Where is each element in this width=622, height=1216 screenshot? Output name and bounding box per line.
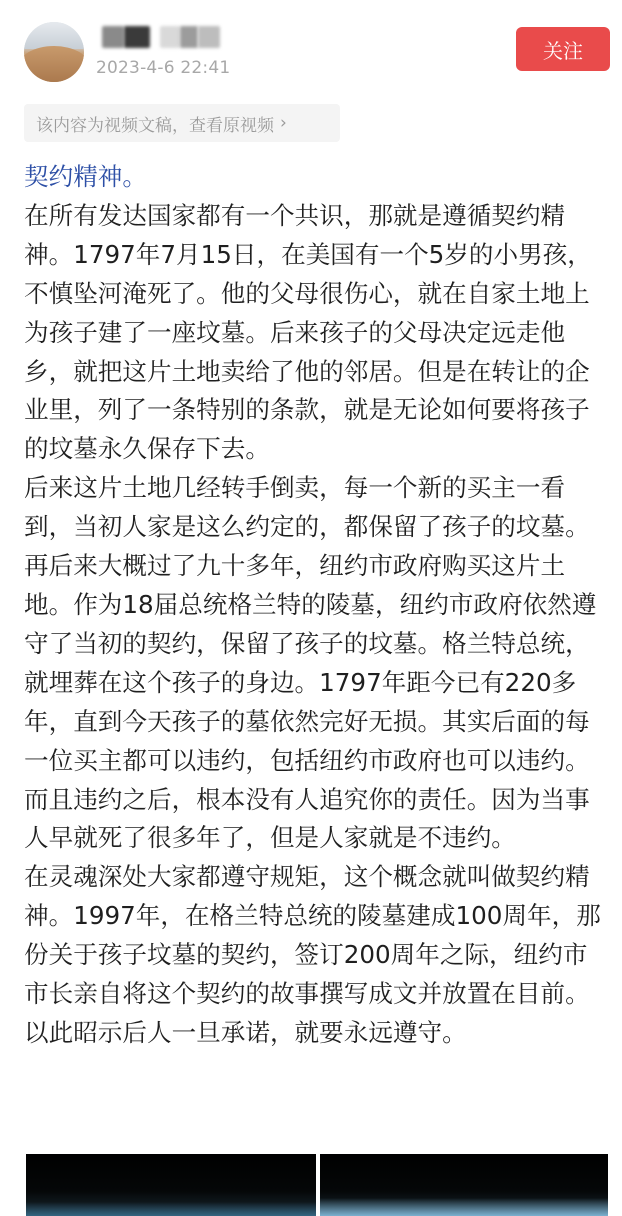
thumbnail-horizon [26,1202,316,1216]
redaction-block [124,26,150,48]
redaction-block [198,26,220,48]
article-title[interactable]: 契约精神。 [24,162,147,191]
article-paragraph: 后来这片土地几经转手倒卖，每一个新的买主一看到，当初人家是这么约定的，都保留了孩子的坟墓。再后来大概过了九十多年，纽约市政府购买这片土地。作为18届总统格兰特的陵墓，纽约市政府依然遵守了当初的契约，保留了孩子的坟墓。格兰特总统，就埋葬在这个孩子的身边。1797年距今已有220多年，直到今天孩子的墓依然完好无损。其实后面的每一位买主都可以违约，包括纽约市政府也可以违约。而且违约之后，根本没有人追究你的责任。因为当事人早就死了很多年了，但是人家就是不违约。 [24,473,597,853]
video-note-text: 该内容为视频文稿，查看原视频 [36,115,274,136]
article-paragraph: 在灵魂深处大家都遵守规矩，这个概念就叫做契约精神。1997年，在格兰特总统的陵墓建成100周年，那份关于孩子坟墓的契约，签订200周年之际，纽约市市长亲自将这个契约的故事撰写成文并放置在目前。以此昭示后人一旦承诺，就要永远遵守。 [24,862,601,1047]
image-thumbnail[interactable] [26,1154,316,1216]
image-thumbnail[interactable] [320,1154,608,1216]
article-paragraph: 在所有发达国家都有一个共识，那就是遵循契约精神。1797年7月15日，在美国有一个5岁的小男孩，不慎坠河淹死了。他的父母很伤心，就在自家土地上为孩子建了一座坟墓。后来孩子的父母决定远走他乡，就把这片土地卖给了他的邻居。但是在转让的企业里，列了一条特别的条款，就是无论如何要将孩子的坟墓永久保存下去。 [24,200,592,464]
post-timestamp: 2023-4-6 22:41 [96,58,231,78]
thumbnail-horizon [320,1198,608,1216]
avatar-dune [24,46,84,82]
chevron-right-icon: › [280,113,287,133]
avatar-sky [24,22,84,49]
image-strip [0,1150,622,1216]
follow-button[interactable]: 关注 [516,27,610,71]
avatar[interactable] [24,22,84,82]
redaction-block [160,26,180,48]
username-redacted[interactable] [98,22,224,50]
redaction-block [102,26,124,48]
article-body [24,158,604,1053]
view-original-video-link[interactable] [24,104,340,142]
redaction-block [180,26,198,48]
